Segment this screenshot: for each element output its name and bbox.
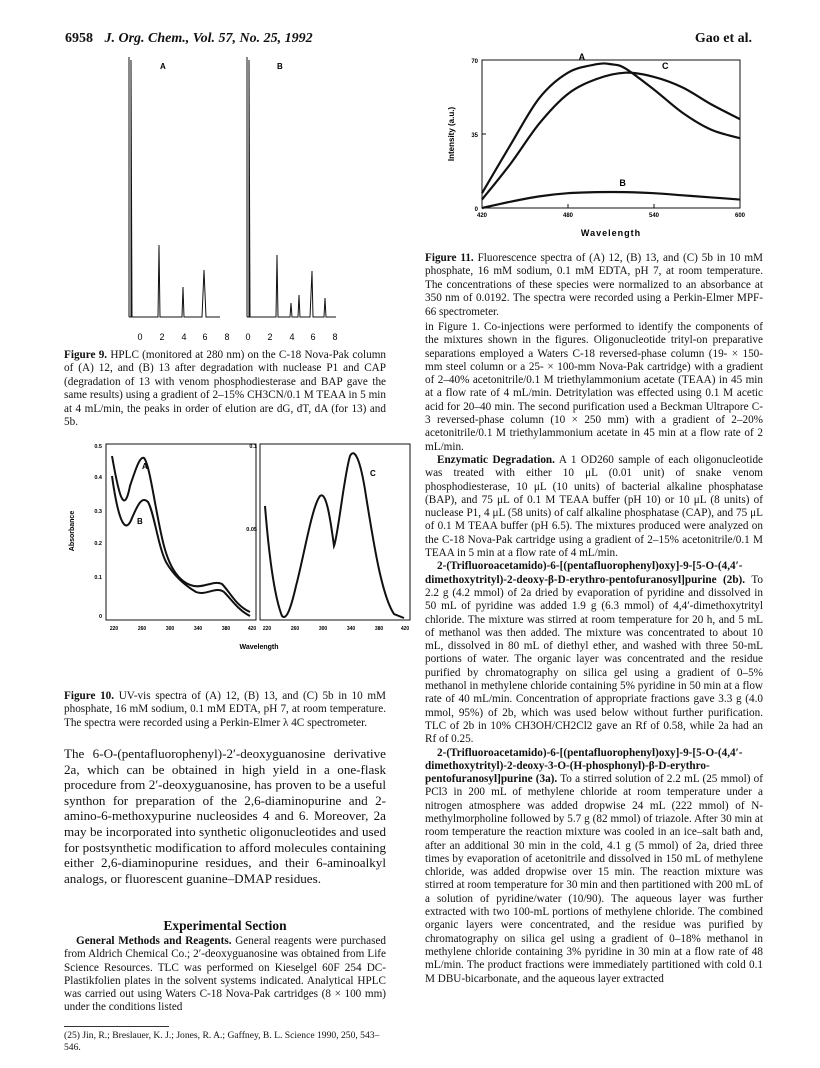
chromatogram-b-trace <box>247 57 336 317</box>
fig10-label-c: C <box>370 469 376 478</box>
fig10-left-xtick: 220 <box>109 626 119 632</box>
fig11-series-a <box>482 60 740 193</box>
figure-11-caption-text: Fluorescence spectra of (A) 12, (B) 13, and (C) 5b in 10 mM phosphate, 16 mM sodium, 0.1 mM EDTA, pH 7, at room temperature. The concentrations of these species were normalized to an absorbance at 350 nm of 0.0192. The spectra were recorded using a Perkin-Elmer MPF-66 spectrometer. <box>425 252 764 318</box>
fig11-xlabel: Wavelength <box>580 228 642 238</box>
journal-citation: J. Org. Chem., Vol. 57, No. 25, 1992 <box>104 31 313 46</box>
fig11-x-tick-label: 600 <box>734 213 746 219</box>
fig10-right-xtick: 420 <box>400 626 410 632</box>
figure-11-caption <box>425 252 763 319</box>
fig9-tick: 4 <box>181 332 187 342</box>
fig10-right-xtick: 300 <box>318 626 328 632</box>
fig10-left-xtick: 300 <box>165 626 175 632</box>
fig11-x-tick-label: 540 <box>648 213 660 219</box>
enzymatic-degradation-paragraph <box>425 454 763 560</box>
enzymatic-degradation-text: A 1 OD260 sample of each oligonucleotide was treated with either 10 μL (0.01 unit) of snake venom phosphodiesterase, 10 μL (10 units) of bacterial alkaline phosphatase (BAP), and 75 μL of 0.1 M TEAA buffer (pH 10) or 10 μL (8 units) of nuclease P1, 4 μL (58 units) of calf alkaline phosphatase (CAP), and 75 μL of 0.1 M TEAA buffer (pH 6.5). The mixtures produced were analyzed on the C-18 Nova-Pak cartridge using a gradient of 2–15% acetonitrile/0.1 M TEAA in 5 min at a flow rate of 4 mL/min. <box>425 453 764 560</box>
fig9-tick: 2 <box>267 332 273 342</box>
figure-10-caption <box>64 690 386 730</box>
fig10-curve-c <box>265 453 404 618</box>
fig10-ylabel: Absorbance <box>69 510 76 552</box>
fig10-left-ytick: 0.4 <box>94 475 102 481</box>
fig10-right-ytick: 0.05 <box>246 527 257 533</box>
compound-3a-paragraph <box>425 747 763 986</box>
general-methods-text: General reagents were purchased from Aldrich Chemical Co.; 2′-deoxyguanosine was obtained from Life Science Resources. TLC was performed on Kieselgel 60F 254 DC-Plastikfolien plates in the solvent systems indicated. Analytical HPLC was carried out using Waters C-18 Nova-Pak cartridges (8 × 100 mm) under the conditions listed <box>64 935 387 1014</box>
fig11-x-tick-label: 480 <box>562 213 574 219</box>
fig11-plot-frame <box>482 60 740 208</box>
fig9-tick: 8 <box>224 332 230 342</box>
figure-9-caption-text: HPLC (monitored at 280 nm) on the C-18 Nova-Pak column of (A) 12, and (B) 13 after degradation with nuclease P1 and CAP (degradation of 13 with venom phosphodiesterase and BAP gave the same results) using a gradient of 2–15% CH3CN/0.1 M TEAA in 5 min at 4 mL/min, the peaks in order of elution are dG, dT, dA (for 13) and 5b. <box>64 349 386 429</box>
fig10-left-ytick: 0.1 <box>94 575 102 581</box>
general-methods-heading: General Methods and Reagents. <box>76 935 232 947</box>
compound-2b-heading: 2-(Trifluoroacetamido)-6-[(pentafluorophenyl)oxy]-9-[5-O-(4,4′-dimethoxytrityl)-2-deoxy-β-D-erythro-pentofuranosyl]purine (2b). <box>425 560 746 586</box>
fig11-series-label: C <box>662 60 669 71</box>
fig11-ylabel: Intensity (a.u.) <box>447 106 456 162</box>
compound-2b-paragraph <box>425 560 763 746</box>
fig10-right-xtick: 380 <box>374 626 384 632</box>
fig10-curve-a <box>112 456 250 612</box>
fig11-y-tick-label: 0 <box>474 207 478 213</box>
figure-11-fluorescence-spectra <box>440 50 760 250</box>
compound-2b-text: To 2.2 g (4.2 mmol) of 2a dried by evaporation of pyridine and dissolved in 50 mL of pyridine was added 1.9 g (6.3 mmol) of 4,4′-dimethoxytrityl chloride. The mixture was stirred at room temperature for 20 h, and 5 mL of methanol was then added. The mixture was concentrated to about 10 mL, dissolved in 80 mL of diethyl ether, and washed with three 50-mL portions of water. The organic layer was concentrated and the residue purified by chromatography on silica gel using a gradient of 0–5% methanol in methylene chloride containing 5% pyridine in 50 min at a flow rate of 40 mL/min. Concentration of appropriate fractions gave 3.3 g (4.0 mmol, 95%) of 2b, which was used below without further purification. TLC of 2b in 10% CH3OH/CH2Cl2 gave an Rf of 0.58, while 2a had an Rf of 0.25. <box>425 573 763 746</box>
figure-10-caption-text: UV-vis spectra of (A) 12, (B) 13, and (C) 5b in 10 mM phosphate, 16 mM sodium, 0.1 mM EDTA, pH 7, at room temperature. The spectra were recorded using a Perkin-Elmer λ 4C spectrometer. <box>64 690 386 729</box>
chromatogram-a-trace <box>129 57 220 317</box>
experimental-section-title: Experimental Section <box>163 918 287 933</box>
general-methods-paragraph <box>64 935 386 1015</box>
fig9-tick: 0 <box>137 332 143 342</box>
chromatogram-b-label: B <box>277 62 283 71</box>
fig11-y-tick-label: 35 <box>471 133 478 139</box>
figure-9-caption-label: Figure 9. <box>64 349 108 361</box>
fig10-right-xtick: 220 <box>262 626 272 632</box>
fig9-tick: 6 <box>310 332 316 342</box>
fig9-tick: 4 <box>289 332 295 342</box>
fig10-right-panel <box>260 444 410 620</box>
figure-9-caption <box>64 349 386 429</box>
running-header-authors: Gao et al. <box>694 31 752 46</box>
fig10-left-ytick: 0 <box>98 614 102 620</box>
fig11-series-c <box>482 73 740 200</box>
figure-10-caption-label: Figure 10. <box>64 690 115 702</box>
footnote-25: (25) Jin, R.; Breslauer, K. J.; Jones, R. A.; Gaffney, B. L. Science 1990, 250, 543–546. <box>64 1030 380 1053</box>
fig10-label-a: A <box>142 462 148 471</box>
fig10-left-xtick: 340 <box>193 626 203 632</box>
fig10-curve-b <box>112 476 250 616</box>
fig10-right-xtick: 260 <box>290 626 300 632</box>
figure-10-uv-spectra <box>64 436 414 676</box>
fig10-left-xtick: 260 <box>137 626 147 632</box>
fig11-y-tick-label: 70 <box>471 59 478 65</box>
fig10-right-ytick: 0.1 <box>249 444 257 450</box>
compound-3a-heading: 2-(Trifluoroacetamido)-6-[(pentafluorophenyl)oxy]-9-[5-O-(4,4′-dimethoxytrityl)-2-deoxy-3-O-(H-phosphonyl)-β-D-erythro-pentofuranosyl]purine (3a). <box>425 746 743 786</box>
fig10-xlabel: Wavelength <box>239 644 279 651</box>
page-number: 6958 <box>65 31 93 46</box>
figure-9-chromatograms <box>120 55 370 350</box>
fig11-series-label: B <box>619 178 626 189</box>
fig11-series-label: A <box>578 52 586 63</box>
fig10-left-xtick: 420 <box>247 626 257 632</box>
fig10-left-ytick: 0.3 <box>94 509 102 515</box>
running-header-left <box>65 31 313 47</box>
figure-11-caption-label: Figure 11. <box>425 252 474 264</box>
chromatogram-a-label: A <box>160 62 166 71</box>
fig9-tick: 6 <box>202 332 208 342</box>
right-column-text <box>425 321 763 986</box>
fig10-left-xtick: 380 <box>221 626 231 632</box>
summary-paragraph: The 6-O-(pentafluorophenyl)-2′-deoxyguanosine derivative 2a, which can be obtained in high yield in a one-flask procedure from 2′-deoxyguanosine, has proven to be a useful synthon for preparation of the 2,6-diaminopurine and 2-amino-6-methoxypurine nucleosides 4 and 6. Moreover, 2a may be incorporated into synthetic oligonucleotides and used for postsynthetic modification to afford molecules containing either 2,6-diaminopurine residues, and their 6-aminoalkyl analogs, or fluorescent guanine–DMAP residues. <box>64 746 386 886</box>
fig10-left-ytick: 0.2 <box>94 541 102 547</box>
fig11-x-tick-label: 420 <box>476 213 488 219</box>
compound-3a-text: To a stirred solution of 2.2 mL (25 mmol) of PCl3 in 200 mL of methylene chloride at room temperature under a nitrogen atmosphere was added dropwise 24 mL (222 mmol) of N-methylmorpholine followed by 5.7 g (82 mmol) of triazole. After 30 min at room temperature the reaction mixture was cooled in an ice–salt bath and, after an additional 30 min in the cold, 4.1 g (5 mmol) of 2a, dried three times by evaporation of acetonitrile and dissolved in 150 mL of methylene chloride, was added dropwise over 15 min. The reaction mixture was stirred at room temperature for 30 min and then partitioned with 200 mL of a solution of pyridine/water (10/90). The aqueous layer was further extracted with two 100-mL portions of methylene chloride. The combined organic layers were concentrated, and the residue was purified by chromatography on silica gel using a gradient of 0–18% methanol in methylene chloride containing 3% pyridine in 30 min at a flow rate of 48 mL/min. The product fractions were immediately partitioned with cold 0.1 M DBU-bicarbonate, and the aqueous layer extracted <box>425 773 763 985</box>
fig10-label-b: B <box>137 517 143 526</box>
fig9-tick: 8 <box>332 332 338 342</box>
methods-continued-paragraph: in Figure 1. Co-injections were performed to identify the components of the mixtures shown in the figures. Oligonucleotide trityl-on preparative separations employed a Waters C-18 reversed-phase column (19- × 150-mm steel column or a 25- × 100-mm Nova-Pak cartridge) with a gradient of 2–40% acetonitrile/0.1 M triethylammonium acetate (TEAA) in 45 min at a flow rate of 4 mL/min. Detritylation was effected using 0.1 M acetic acid for 20–40 min. The second purification used a Beckman Ultrapore C-3 reversed-phase column (10 × 250 mm) with a gradient of 2–20% acetonitrile/0.1 M triethylammonium acetate in 45 min at a flow rate of 2 mL/min. <box>425 321 763 453</box>
fig11-series-b <box>482 192 740 208</box>
fig9-tick: 2 <box>159 332 165 342</box>
fig10-left-panel <box>106 444 256 620</box>
fig10-left-ytick: 0.5 <box>94 444 102 450</box>
fig10-right-xtick: 340 <box>346 626 356 632</box>
footnote-rule <box>64 1026 169 1027</box>
enzymatic-degradation-heading: Enzymatic Degradation. <box>437 453 555 466</box>
fig9-tick: 0 <box>245 332 251 342</box>
